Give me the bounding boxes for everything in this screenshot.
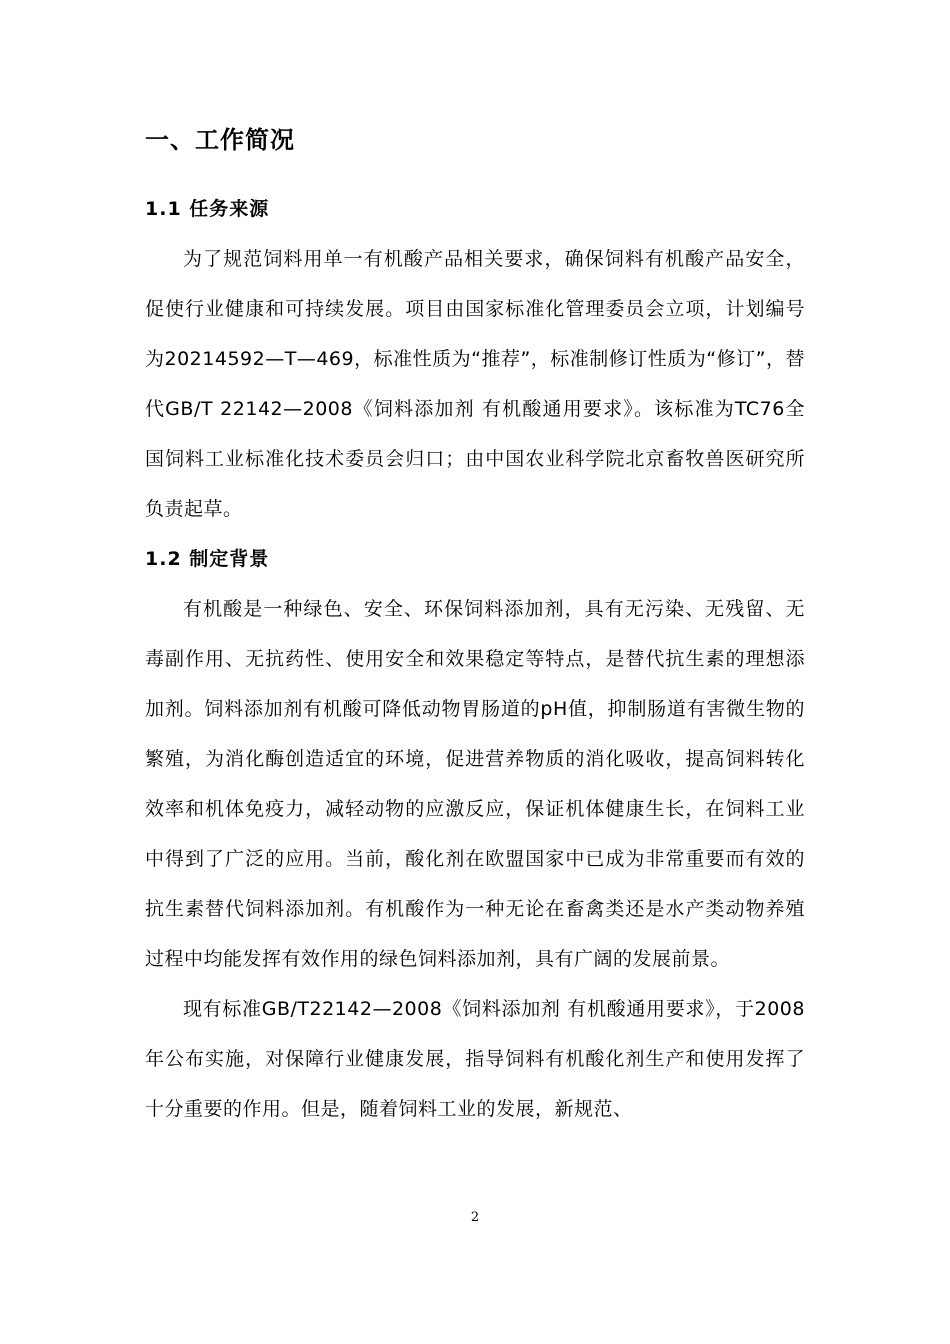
subsection-title-background: 1.2 制定背景 bbox=[145, 548, 270, 570]
paragraph-existing-standard: 现有标准GB/T22142—2008《饲料添加剂 有机酸通用要求》，于2008年公布实施，对保障行业健康发展，指导饲料有机酸化剂生产和使用发挥了十分重要的作用。但是，随着饲料工业的发展，新规范、 bbox=[145, 998, 805, 1120]
section-heading: 一、工作简况 bbox=[145, 126, 295, 154]
paragraph-task-source: 为了规范饲料用单一有机酸产品相关要求，确保饲料有机酸产品安全，促使行业健康和可持续发展。项目由国家标准化管理委员会立项，计划编号为20214592—T—469，标准性质为“推荐”，标准制修订性质为“修订”，替代GB/T 22142—2008《饲料添加剂 有机酸通用要求》。该标准为TC76全国饲料工业标准化技术委员会归口；由中国农业科学院北京畜牧兽医研究所负责起草。 bbox=[145, 248, 805, 520]
paragraph-background: 有机酸是一种绿色、安全、环保饲料添加剂，具有无污染、无残留、无毒副作用、无抗药性、使用安全和效果稳定等特点，是替代抗生素的理想添加剂。饲料添加剂有机酸可降低动物胃肠道的pH值，抑制肠道有害微生物的繁殖，为消化酶创造适宜的环境，促进营养物质的消化吸收，提高饲料转化效率和机体免疫力，减轻动物的应激反应，保证机体健康生长，在饲料工业中得到了广泛的应用。当前，酸化剂在欧盟国家中已成为非常重要而有效的抗生素替代饲料添加剂。有机酸作为一种无论在畜禽类还是水产类动物养殖过程中均能发挥有效作用的绿色饲料添加剂，具有广阔的发展前景。 bbox=[145, 598, 805, 970]
page-number: 2 bbox=[470, 1210, 480, 1225]
subsection-title-task-source: 1.1 任务来源 bbox=[145, 198, 270, 220]
page-content bbox=[145, 118, 805, 1134]
